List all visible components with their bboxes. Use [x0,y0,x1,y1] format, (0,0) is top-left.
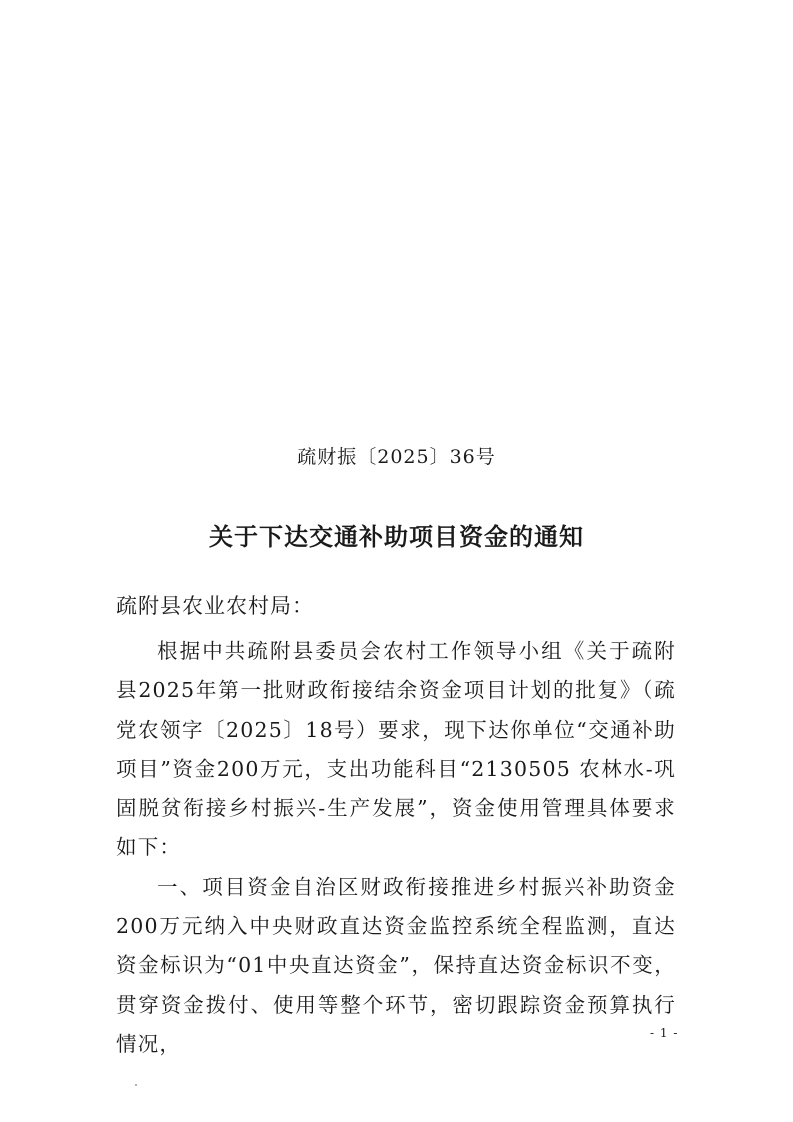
page-number: - 1 - [650,1026,679,1040]
scan-speck [135,1084,137,1086]
document-body [116,632,679,1064]
salutation: 疏附县农业农村局： [116,594,314,618]
document-title: 关于下达交通补助项目资金的通知 [209,523,584,551]
document-number: 疏财振〔2025〕36号 [297,446,496,468]
paragraph-2: 一、项目资金自治区财政衔接推进乡村振兴补助资金200万元纳入中央财政直达资金监控系统全程监测，直达资金标识为“01中央直达资金”，保持直达资金标识不变，贯穿资金拨付、使用等整个环节，密切跟踪资金预算执行情况， [116,874,676,1056]
paragraph-1: 根据中共疏附县委员会农村工作领导小组《关于疏附县2025年第一批财政衔接结余资金项目计划的批复》（疏党农领字〔2025〕18号）要求，现下达你单位“交通补助项目”资金200万元，支出功能科目“2130505 农林水-巩固脱贫衔接乡村振兴-生产发展”，资金使用管理具体要求如下： [116,639,676,860]
